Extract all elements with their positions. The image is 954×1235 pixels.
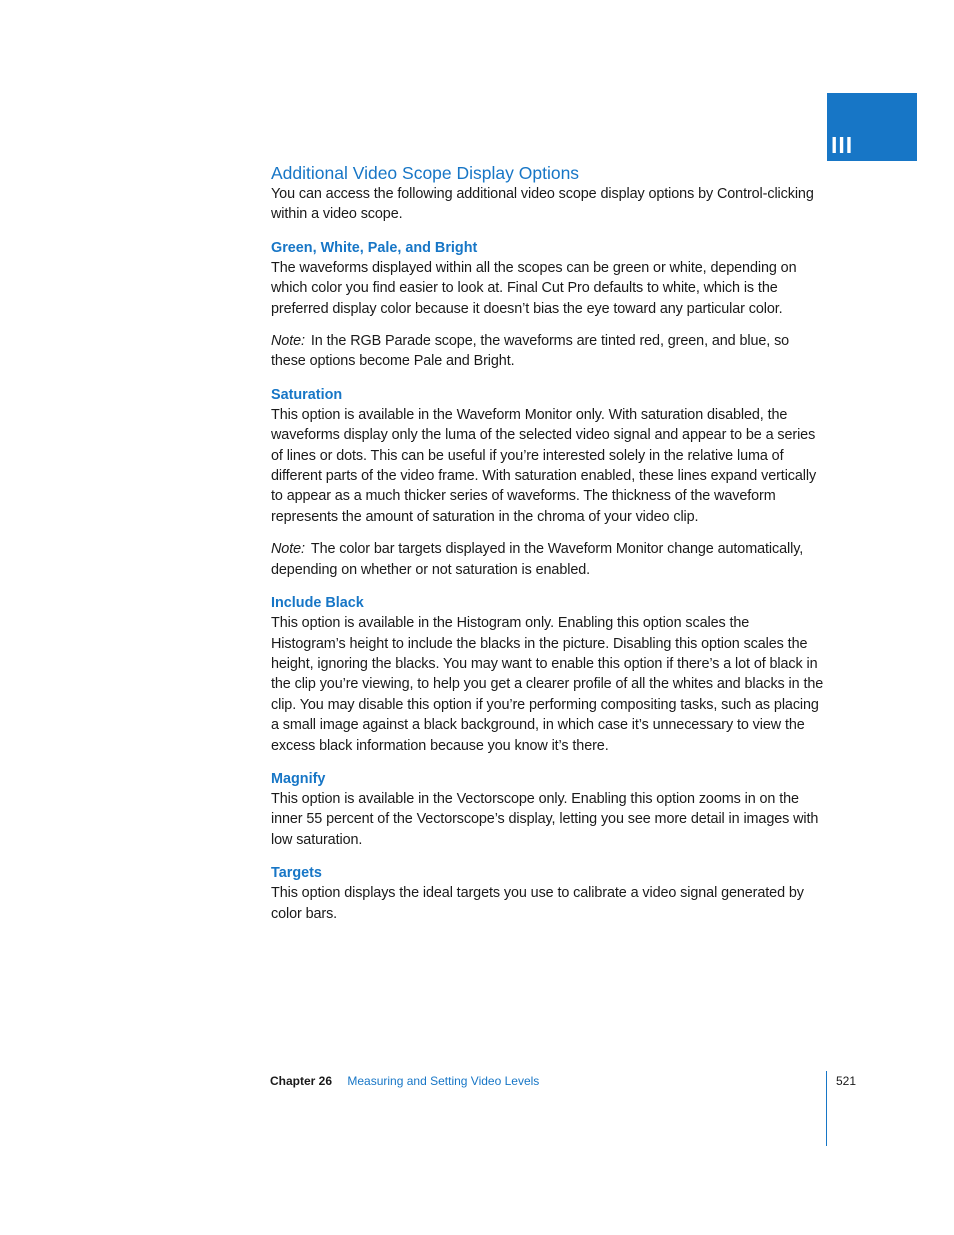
- subsection-heading: Include Black: [271, 595, 364, 612]
- subsection-saturation: [271, 385, 827, 580]
- note-text: The color bar targets displayed in the Waveform Monitor change automatically, depending on whether or not saturation is enabled.: [271, 541, 804, 578]
- footer-chapter-title: Measuring and Setting Video Levels: [347, 1074, 540, 1088]
- part-tab-label: III: [831, 132, 854, 158]
- subsection-magnify: [271, 769, 827, 850]
- subsection-include-black: [271, 593, 827, 756]
- section-title: Additional Video Scope Display Options: [271, 163, 580, 183]
- subsection-green-white: [271, 238, 827, 372]
- note-label: Note:: [271, 541, 305, 558]
- page-content: [271, 162, 827, 924]
- subsection-body: This option is available in the Histogram only. Enabling this option scales the Histogram’s height to include the blacks in the picture. Disabling this option scales the height, ignoring the blacks. You may want to enable this option if there’s a lot of black in the clip you’re viewing, to help you get a clearer profile of all the whites and blacks in the clip. You may disable this option if you’re performing compositing tasks, such as placing a small image against a black background, in which case it’s unnecessary to view the excess black information because you know it’s there.: [271, 615, 824, 754]
- subsection-heading: Saturation: [271, 386, 343, 403]
- footer-divider: [826, 1071, 827, 1146]
- page-footer: [270, 1073, 539, 1089]
- subsection-body: This option is available in the Vectorscope only. Enabling this option zooms in on the inner 55 percent of the Vectorscope’s display, letting you see more detail in images with low saturation.: [271, 790, 819, 848]
- subsection-heading: Magnify: [271, 770, 326, 787]
- note-text: In the RGB Parade scope, the waveforms are tinted red, green, and blue, so these options become Pale and Bright.: [271, 333, 790, 370]
- subsection-heading: Green, White, Pale, and Bright: [271, 239, 478, 256]
- part-tab: [827, 93, 917, 161]
- subsection-body: The waveforms displayed within all the scopes can be green or white, depending on which color you find easier to look at. Final Cut Pro defaults to white, which is the preferred display color because it doesn’t bias the eye toward any particular color.: [271, 259, 797, 317]
- section-intro: You can access the following additional video scope display options by Control-clicking within a video scope.: [271, 186, 814, 223]
- note: [271, 331, 827, 372]
- subsection-body: This option displays the ideal targets you use to calibrate a video signal generated by color bars.: [271, 885, 804, 922]
- note: [271, 539, 827, 580]
- subsection-heading: Targets: [271, 865, 322, 882]
- subsection-targets: [271, 863, 827, 924]
- note-label: Note:: [271, 333, 305, 350]
- footer-chapter: Chapter 26: [270, 1074, 333, 1088]
- page-number: 521: [836, 1074, 857, 1088]
- subsection-body: This option is available in the Waveform Monitor only. With saturation disabled, the waveforms display only the luma of the selected video signal and appear to be a series of lines or dots. This can be useful if you’re interested solely in the relative luma of different parts of the video frame. With saturation enabled, these lines expand vertically to appear as a much thicker series of waveforms. The thickness of the waveform represents the amount of saturation in the chroma of your video clip.: [271, 406, 817, 525]
